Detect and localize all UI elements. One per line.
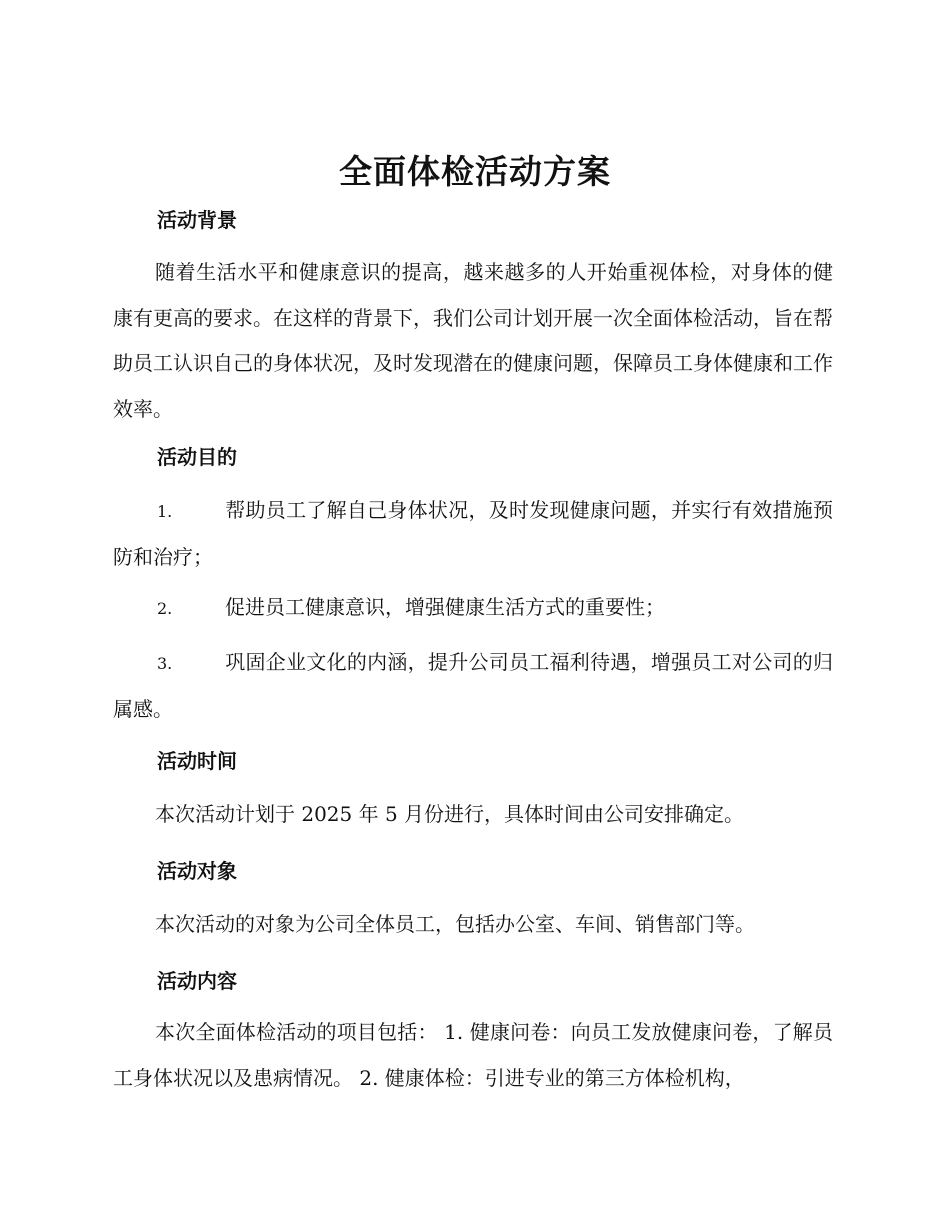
list-item-text: 促进员工健康意识，增强健康生活方式的重要性； <box>225 595 665 619</box>
section-heading-background: 活动背景 <box>157 208 237 232</box>
list-item-text: 巩固企业文化的内涵，提升公司员工福利待遇，增强员工对公司的归属感。 <box>113 650 833 721</box>
purpose-list-item <box>113 488 833 580</box>
list-item-text: 帮助员工了解自己身体状况，及时发现健康问题，并实行有效措施预防和治疗； <box>113 498 833 569</box>
section-heading-target: 活动对象 <box>157 859 237 883</box>
content-paragraph: 本次全面体检活动的项目包括： 1. 健康问卷：向员工发放健康问卷，了解员工身体状况以及患病情况。 2. 健康体检：引进专业的第三方体检机构， <box>113 1020 833 1090</box>
time-paragraph: 本次活动计划于 2025 年 5 月份进行，具体时间由公司安排确定。 <box>155 802 745 826</box>
section-heading-time: 活动时间 <box>157 749 237 773</box>
section-heading-content: 活动内容 <box>157 969 237 993</box>
purpose-list-item <box>113 640 833 732</box>
list-number: 3. <box>157 654 173 673</box>
document-title: 全面体检活动方案 <box>339 152 611 191</box>
purpose-list-item <box>113 585 833 632</box>
target-paragraph: 本次活动的对象为公司全体员工，包括办公室、车间、销售部门等。 <box>155 912 755 936</box>
background-paragraph: 随着生活水平和健康意识的提高，越来越多的人开始重视体检，对身体的健康有更高的要求。在这样的背景下，我们公司计划开展一次全面体检活动，旨在帮助员工认识自己的身体状况，及时发现潜在的健康问题，保障员工身体健康和工作效率。 <box>113 260 833 421</box>
list-number: 1. <box>157 502 173 521</box>
list-number: 2. <box>157 599 173 618</box>
section-heading-purpose: 活动目的 <box>157 445 237 469</box>
